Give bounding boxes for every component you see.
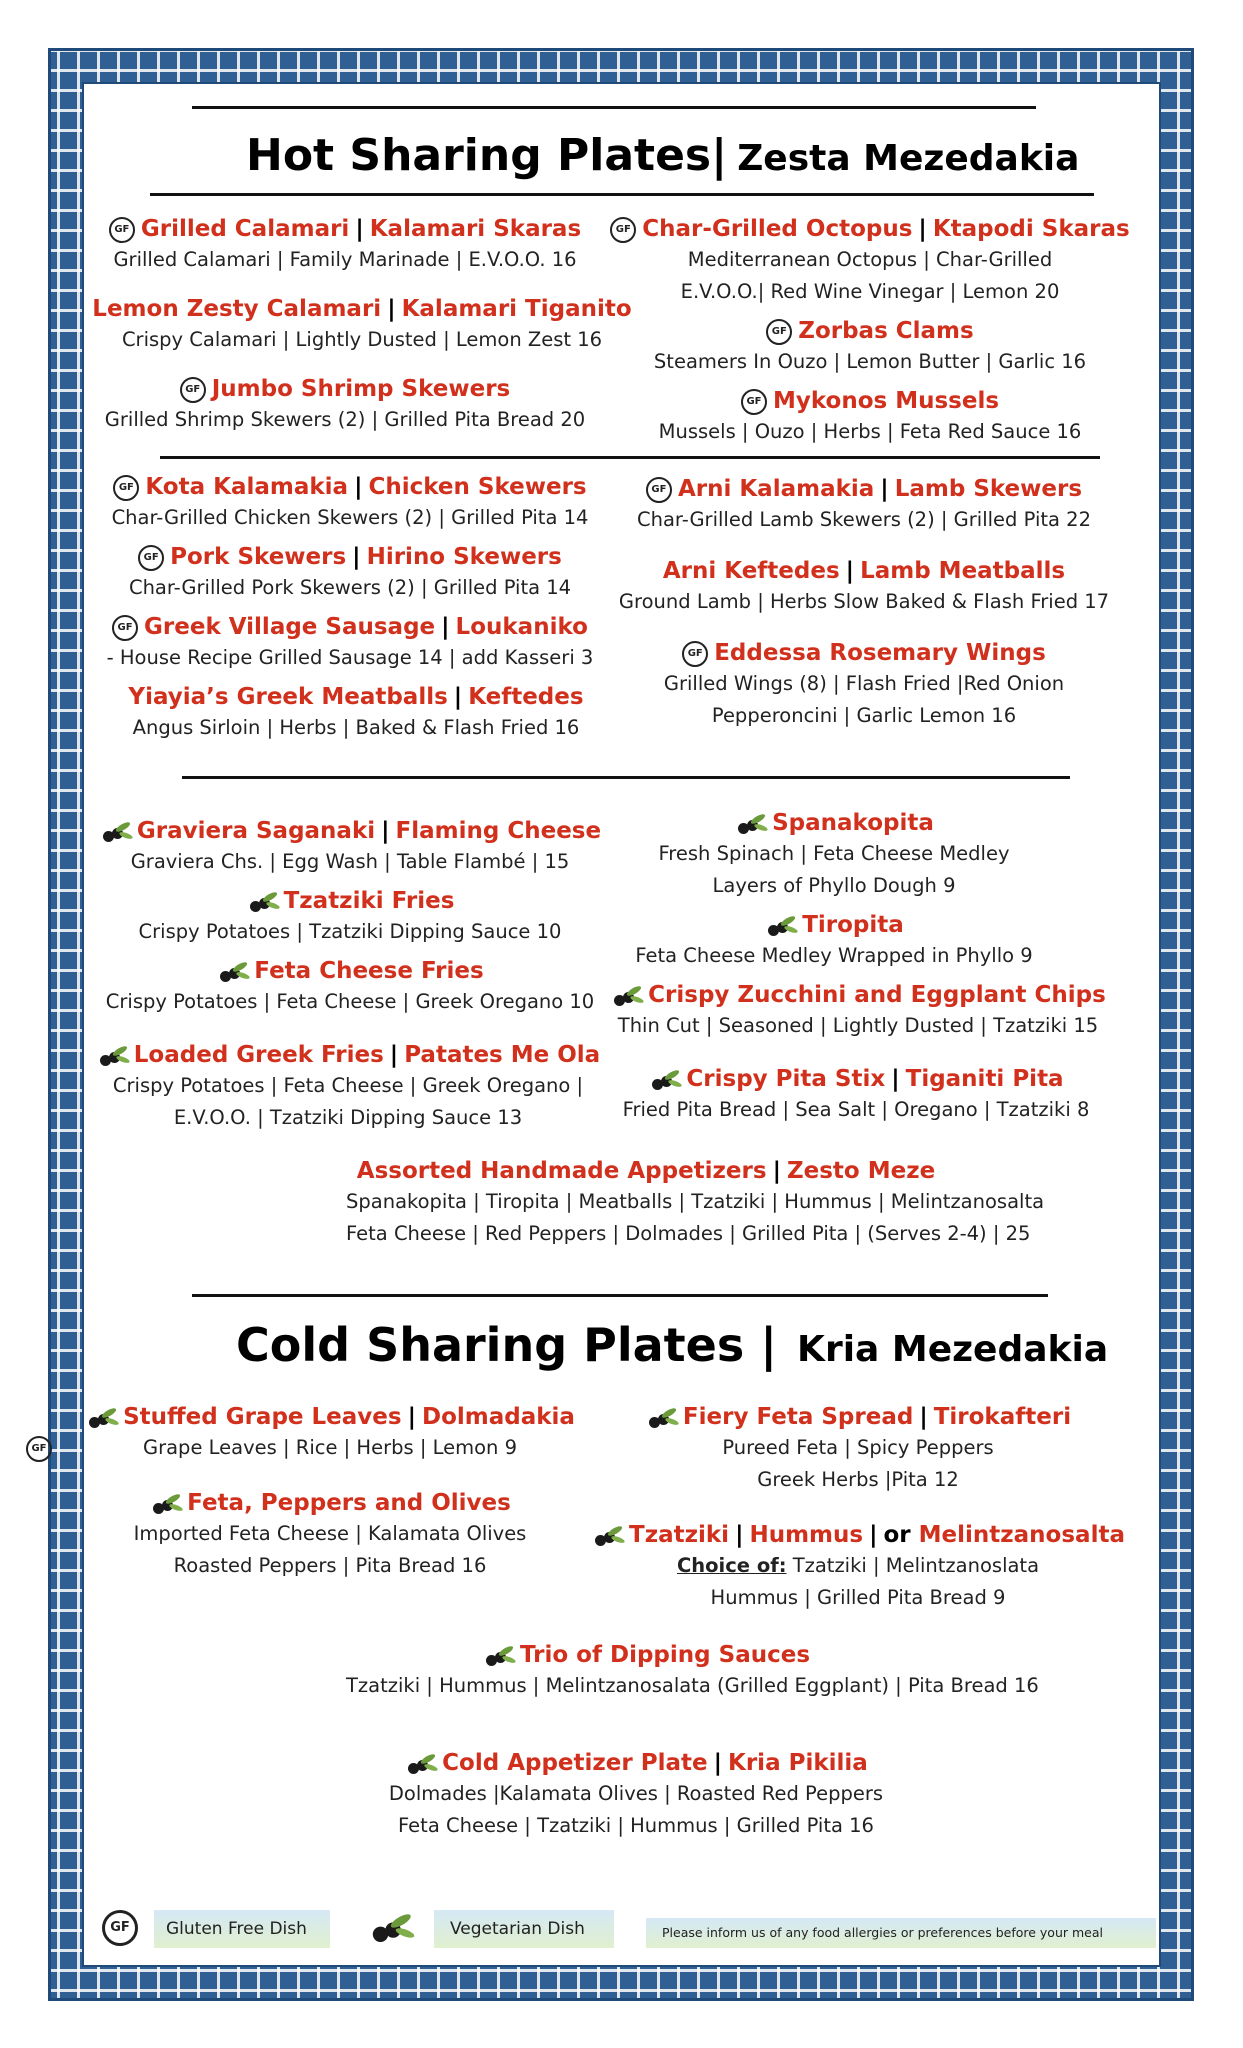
item-greek-name: Loukaniko <box>455 614 588 640</box>
vegetarian-icon <box>610 984 644 1008</box>
separator: | <box>891 1066 900 1092</box>
separator: | <box>355 216 364 242</box>
item-description <box>570 416 1170 448</box>
separator: | <box>407 1404 416 1430</box>
item-greek-name: Keftedes <box>468 684 584 710</box>
separator: | <box>352 544 361 570</box>
allergy-note: Please inform us of any food allergies or preferences before your meal <box>646 1918 1156 1948</box>
description-text: Crispy Potatoes | Tzatziki Dipping Sauce 10 <box>138 920 562 943</box>
item-name: Crispy Zucchini and Eggplant Chips <box>648 982 1106 1008</box>
cold-title <box>236 1318 1108 1372</box>
description-text: Char-Grilled Pork Skewers (2) | Grilled Pita 14 <box>128 576 572 599</box>
gluten-free-icon: GF <box>26 1436 52 1462</box>
vegetarian-icon <box>764 914 798 938</box>
description-text: Steamers In Ouzo | Lemon Butter | Garlic 16 <box>653 350 1087 373</box>
item-name: Lemon Zesty Calamari <box>92 296 382 322</box>
description-text: Fried Pita Bread | Sea Salt | Oregano | Tzatziki 8 <box>622 1098 1090 1121</box>
veg-legend-label: Vegetarian Dish <box>434 1910 614 1948</box>
item-name: Eddessa Rosemary Wings <box>714 640 1046 666</box>
item-name: Fiery Feta Spread <box>682 1404 914 1430</box>
vegetarian-icon <box>591 1524 625 1548</box>
item-title-line <box>570 386 1170 416</box>
separator: | <box>772 1158 781 1184</box>
item-description <box>570 346 1170 378</box>
item-greek-name: Zesto Meze <box>786 1158 936 1184</box>
item-name: Spanakopita <box>772 810 934 836</box>
description-text: Imported Feta Cheese | Kalamata Olives <box>133 1522 527 1545</box>
description-text: Pureed Feta | Spicy Peppers <box>722 1436 994 1459</box>
item-title-line <box>346 1640 946 1670</box>
description-text: Grape Leaves | Rice | Herbs | Lemon 9 <box>142 1436 518 1459</box>
choice-label: Choice of: <box>676 1554 787 1577</box>
item-description <box>558 1464 1158 1496</box>
item-title-line <box>558 980 1158 1010</box>
description-text: Graviera Chs. | Egg Wash | Table Flambé | 15 <box>130 850 570 873</box>
item-title-line <box>570 214 1170 244</box>
item-name: Jumbo Shrimp Skewers <box>211 376 511 402</box>
item-name: Char-Grilled Octopus <box>642 216 913 242</box>
item-description <box>45 244 645 276</box>
item-name: Arni Kalamakia <box>677 476 875 502</box>
gf-legend-label: Gluten Free Dish <box>154 1910 330 1948</box>
item-description <box>50 572 650 604</box>
gluten-free-icon: GF <box>109 217 135 243</box>
item-name: Grilled Calamari <box>140 216 350 242</box>
vegetarian-icon <box>246 890 280 914</box>
description-text: Mussels | Ouzo | Herbs | Feta Red Sauce 16 <box>658 420 1082 443</box>
gluten-free-icon: GF <box>113 475 139 501</box>
hot-title-rule <box>150 193 1094 196</box>
item-greek-name: Kalamari Tiganito <box>401 296 632 322</box>
description-text: Crispy Potatoes | Feta Cheese | Greek Oregano | <box>112 1074 584 1097</box>
description-text: Grilled Shrimp Skewers (2) | Grilled Pita Bread 20 <box>104 408 586 431</box>
item-greek-name: Dolmadakia <box>421 1404 575 1430</box>
item-description <box>564 668 1164 700</box>
description-text: Grilled Calamari | Family Marinade | E.V.O.O. 16 <box>113 248 577 271</box>
description-text: E.V.O.O.| Red Wine Vinegar | Lemon 20 <box>680 280 1060 303</box>
item-description <box>30 1432 630 1464</box>
hot-menu-item <box>50 542 650 604</box>
gluten-free-icon: GF <box>646 477 672 503</box>
item-description <box>564 700 1164 732</box>
description-text: Tzatziki | Hummus | Melintzanosalata (Grilled Eggplant) | Pita Bread 16 <box>346 1674 1039 1697</box>
cold-menu-item <box>336 1748 936 1842</box>
item-greek-name: Hummus <box>749 1522 864 1548</box>
hot-title <box>246 130 1079 181</box>
item-name: Stuffed Grape Leaves <box>123 1404 402 1430</box>
description-text: - House Recipe Grilled Sausage 14 | add Kasseri 3 <box>106 646 594 669</box>
vegetarian-icon <box>645 1406 679 1430</box>
cold-menu-item <box>558 1402 1158 1496</box>
item-greek-name: Ktapodi Skaras <box>932 216 1130 242</box>
item-description <box>336 1778 936 1810</box>
gluten-free-icon: GF <box>180 377 206 403</box>
item-title-line <box>534 910 1134 940</box>
item-greek-name: Patates Me Ola <box>404 1042 601 1068</box>
item-description <box>50 642 650 674</box>
separator: | <box>919 1404 928 1430</box>
item-description <box>45 404 645 436</box>
item-description <box>346 1670 1039 1702</box>
item-title-line <box>564 474 1164 504</box>
hot-menu-item <box>570 316 1170 378</box>
hot-menu-item <box>564 474 1164 536</box>
hot-subtitle: Zesta Mezedakia <box>737 138 1080 179</box>
gluten-free-icon: GF <box>682 641 708 667</box>
separator: | <box>441 614 450 640</box>
item-name: Crispy Pita Stix <box>686 1066 886 1092</box>
separator: | <box>918 216 927 242</box>
cold-title-text: Cold Sharing Plates | <box>236 1318 778 1372</box>
item-description <box>30 1550 630 1582</box>
separator: | <box>880 476 889 502</box>
hot-menu-item <box>45 374 645 436</box>
item-name: Zorbas Clams <box>798 318 974 344</box>
separator: | <box>845 558 855 584</box>
item-title-line <box>564 556 1164 586</box>
item-name: Loaded Greek Fries <box>133 1042 384 1068</box>
gf-legend-icon: GF <box>102 1910 138 1946</box>
item-greek-name: Lamb Meatballs <box>860 558 1066 584</box>
or-word: or <box>883 1522 919 1548</box>
item-description <box>346 1218 1031 1250</box>
description-text: Mediterranean Octopus | Char-Grilled <box>687 248 1053 271</box>
separator: | <box>354 474 363 500</box>
item-title-line <box>570 316 1170 346</box>
item-greek-name: Chicken Skewers <box>368 474 587 500</box>
hot-menu-item <box>564 556 1164 618</box>
item-name: Feta, Peppers and Olives <box>187 1490 511 1516</box>
item-description <box>30 1518 630 1550</box>
item-name: Graviera Saganaki <box>136 818 376 844</box>
item-alt-name: Melintzanosalta <box>918 1522 1125 1548</box>
separator: | <box>735 1522 744 1548</box>
separator: | <box>713 1750 723 1776</box>
item-description <box>534 940 1134 972</box>
description-text: Fresh Spinach | Feta Cheese Medley <box>658 842 1010 865</box>
hot-menu-item <box>346 1156 1045 1250</box>
item-name: Trio of Dipping Sauces <box>519 1642 811 1668</box>
description-text: Angus Sirloin | Herbs | Baked & Flash Fried 16 <box>132 716 580 739</box>
description-text: Dolmades |Kalamata Olives | Roasted Red Peppers <box>388 1782 884 1805</box>
gluten-free-icon: GF <box>741 389 767 415</box>
vegetarian-icon <box>216 960 250 984</box>
item-name: Tzatziki Fries <box>283 888 455 914</box>
cold-menu-item <box>346 1640 1039 1702</box>
vegetarian-icon <box>85 1406 119 1430</box>
item-name: Yiayia’s Greek Meatballs <box>128 684 448 710</box>
vegetarian-icon <box>96 1044 130 1068</box>
item-description <box>570 244 1170 276</box>
item-title-line <box>50 612 650 642</box>
description-text: Layers of Phyllo Dough 9 <box>712 874 956 897</box>
item-greek-name: Kalamari Skaras <box>369 216 582 242</box>
vegetarian-icon <box>404 1752 438 1776</box>
separator: | <box>453 684 463 710</box>
item-title-line <box>336 1748 936 1778</box>
description-text: Grilled Wings (8) | Flash Fried |Red Onion <box>663 672 1065 695</box>
description-text: Crispy Potatoes | Feta Cheese | Greek Oregano 10 <box>105 990 595 1013</box>
description-text: Ground Lamb | Herbs Slow Baked & Flash Fried 17 <box>618 590 1110 613</box>
item-greek-name: Flaming Cheese <box>395 818 602 844</box>
item-description <box>534 870 1134 902</box>
top-rule <box>192 106 1036 109</box>
item-name: Arni Keftedes <box>662 558 840 584</box>
item-title-line <box>45 374 645 404</box>
hot-menu-item <box>45 214 645 276</box>
item-title-line <box>30 1402 630 1432</box>
item-description <box>346 1186 1045 1218</box>
item-title-line <box>346 1156 946 1186</box>
description-text: Feta Cheese | Red Peppers | Dolmades | Grilled Pita | (Serves 2-4) | 25 <box>346 1222 1031 1245</box>
item-title-line <box>564 638 1164 668</box>
cold-menu-item <box>30 1402 630 1464</box>
gluten-free-icon: GF <box>610 217 636 243</box>
cold-menu-item <box>558 1520 1158 1614</box>
description-text: Thin Cut | Seasoned | Lightly Dusted | Tzatziki 15 <box>617 1014 1099 1037</box>
hot-menu-item <box>534 808 1134 902</box>
item-greek-name: Tirokafteri <box>933 1404 1072 1430</box>
description-text: Feta Cheese | Tzatziki | Hummus | Grilled Pita 16 <box>398 1814 874 1837</box>
section-rule-3 <box>192 1294 1048 1297</box>
item-description <box>556 1094 1156 1126</box>
hot-menu-item <box>564 638 1164 732</box>
item-greek-name: Kria Pikilia <box>728 1750 868 1776</box>
item-description <box>534 838 1134 870</box>
item-title-line <box>50 542 650 572</box>
hot-menu-item <box>534 910 1134 972</box>
description-text: Hummus | Grilled Pita Bread 9 <box>710 1586 1006 1609</box>
separator: | <box>387 296 396 322</box>
gluten-free-icon: GF <box>766 319 792 345</box>
item-greek-name: Lamb Skewers <box>894 476 1083 502</box>
item-title-line <box>30 1488 630 1518</box>
vegetarian-icon <box>99 820 133 844</box>
item-description <box>564 586 1164 618</box>
vegetarian-icon <box>149 1492 183 1516</box>
hot-menu-item <box>558 980 1158 1042</box>
cold-subtitle: Kria Mezedakia <box>797 1329 1109 1370</box>
description-text: E.V.O.O. | Tzatziki Dipping Sauce 13 <box>173 1106 523 1129</box>
vegetarian-icon <box>482 1644 516 1668</box>
description-text: Spanakopita | Tiropita | Meatballs | Tzatziki | Hummus | Melintzanosalta <box>346 1190 1045 1213</box>
item-name: Assorted Handmade Appetizers <box>356 1158 767 1184</box>
item-description <box>558 1432 1158 1464</box>
description-text: Char-Grilled Chicken Skewers (2) | Grilled Pita 14 <box>111 506 589 529</box>
item-greek-name: Tiganiti Pita <box>905 1066 1064 1092</box>
hot-menu-item <box>50 612 650 674</box>
description-text: Feta Cheese Medley Wrapped in Phyllo 9 <box>635 944 1033 967</box>
hot-menu-item <box>556 1064 1156 1126</box>
item-name: Kota Kalamakia <box>145 474 349 500</box>
gluten-free-icon: GF <box>112 615 138 641</box>
item-description <box>570 276 1170 308</box>
vegetarian-legend-icon <box>367 1911 415 1945</box>
hot-menu-item <box>570 214 1170 308</box>
item-title-line <box>45 214 645 244</box>
item-description <box>564 504 1164 536</box>
item-name: Pork Skewers <box>170 544 347 570</box>
item-description <box>50 502 650 534</box>
separator: | <box>389 1042 399 1068</box>
item-title-line <box>534 808 1134 838</box>
description-text: Pepperoncini | Garlic Lemon 16 <box>711 704 1017 727</box>
description-text: Tzatziki | Melintzanoslata <box>786 1554 1040 1577</box>
item-description <box>558 1010 1158 1042</box>
section-rule-1 <box>160 456 1100 459</box>
item-name: Tzatziki <box>629 1522 730 1548</box>
hot-title-text: Hot Sharing Plates| <box>246 130 728 181</box>
item-title-line <box>50 472 650 502</box>
cold-menu-item <box>30 1488 630 1582</box>
item-title-line <box>556 1064 1156 1094</box>
item-title-line <box>558 1402 1158 1432</box>
description-text: Crispy Calamari | Lightly Dusted | Lemon Zest 16 <box>121 328 603 351</box>
description-text: Greek Herbs |Pita 12 <box>757 1468 959 1491</box>
item-title-line <box>558 1520 1158 1550</box>
separator: | <box>381 818 390 844</box>
item-description <box>558 1582 1158 1614</box>
item-description <box>558 1550 1158 1582</box>
vegetarian-icon <box>648 1068 682 1092</box>
item-description <box>336 1810 936 1842</box>
item-name: Mykonos Mussels <box>772 388 1000 414</box>
section-rule-2 <box>182 776 1070 779</box>
gluten-free-icon: GF <box>138 545 164 571</box>
hot-menu-item <box>570 386 1170 448</box>
vegetarian-icon <box>734 812 768 836</box>
item-name: Greek Village Sausage <box>144 614 436 640</box>
description-text: Char-Grilled Lamb Skewers (2) | Grilled Pita 22 <box>637 508 1091 531</box>
separator: | <box>869 1522 878 1548</box>
item-name: Cold Appetizer Plate <box>442 1750 708 1776</box>
hot-menu-item <box>50 472 650 534</box>
item-name: Tiropita <box>802 912 904 938</box>
description-text: Roasted Peppers | Pita Bread 16 <box>173 1554 487 1577</box>
item-greek-name: Hirino Skewers <box>366 544 562 570</box>
item-name: Feta Cheese Fries <box>254 958 484 984</box>
